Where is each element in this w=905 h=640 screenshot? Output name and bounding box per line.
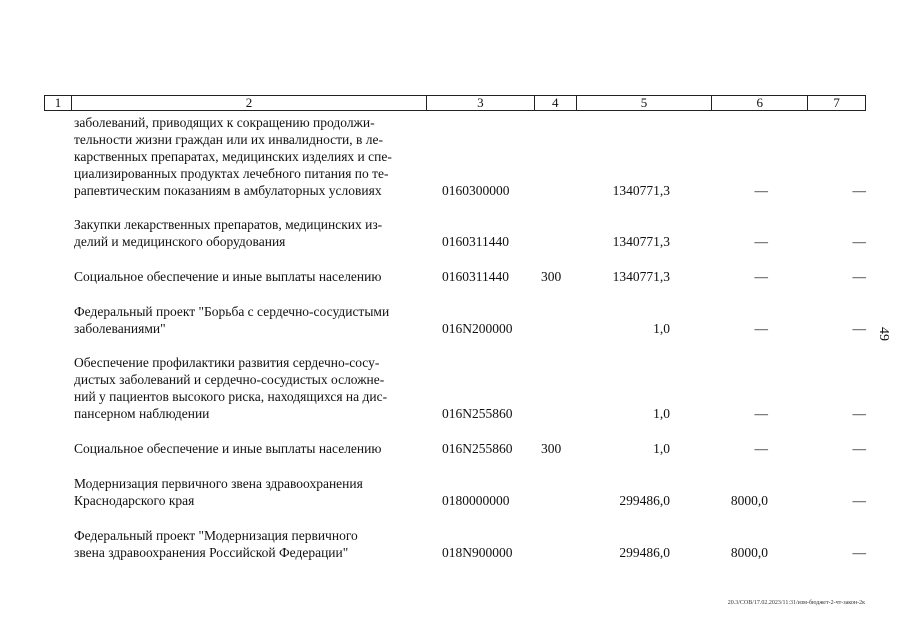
row-description: Модернизация первичного звена здравоохранения Краснодарского края xyxy=(74,476,363,508)
footer-reference: 20.3/СОВ/17.02.2023/11:31/изм-бюджет-2-чт-закон-2к xyxy=(727,600,865,606)
row-year2: — xyxy=(754,406,768,421)
row-description: заболеваний, приводящих к сокращению продолжи- тельности жизни граждан или их инвалидности, в ле- карственных препаратах, медицинских изделиях и спе- циализированных продуктах лечебного питания по те- рапевтическим показаниям в амбулаторных условиях xyxy=(74,115,392,198)
row-year3: — xyxy=(852,441,866,456)
row-code: 016N255860 xyxy=(442,441,513,456)
row-code: 0180000000 xyxy=(442,493,510,508)
row-amount: 1,0 xyxy=(653,321,670,336)
row-year2: 8000,0 xyxy=(730,545,768,560)
row-description: Социальное обеспечение и иные выплаты населению xyxy=(74,269,382,284)
row-code: 016N200000 xyxy=(442,321,513,336)
row-code: 0160311440 xyxy=(442,234,509,249)
row-expense-type: 300 xyxy=(541,441,562,456)
row-amount: 1,0 xyxy=(653,441,670,456)
row-code: 0160311440 xyxy=(442,269,509,284)
row-description: Обеспечение профилактики развития сердечно-сосу- дистых заболеваний и сердечно-сосудистых осложне- ний у пациентов высокого риска, находящихся на дис- пансерном наблюдении xyxy=(74,355,388,421)
row-amount: 299486,0 xyxy=(619,493,670,508)
row-amount: 1340771,3 xyxy=(612,183,670,198)
row-description: Федеральный проект "Модернизация первичного звена здравоохранения Российской Федерации" xyxy=(74,528,358,560)
row-year2: — xyxy=(754,321,768,336)
header-col-2: 2 xyxy=(72,96,427,110)
row-year2: — xyxy=(754,183,768,198)
row-year2: — xyxy=(754,269,768,284)
row-description: Федеральный проект "Борьба с сердечно-сосудистыми заболеваниями" xyxy=(74,304,390,336)
row-expense-type: 300 xyxy=(541,269,562,284)
row-code: 0160300000 xyxy=(442,183,510,198)
header-col-1: 1 xyxy=(45,96,72,110)
row-year3: — xyxy=(852,269,866,284)
row-amount: 1340771,3 xyxy=(612,269,670,284)
row-year3: — xyxy=(852,234,866,249)
row-description: Социальное обеспечение и иные выплаты населению xyxy=(74,441,382,456)
row-year3: — xyxy=(852,493,866,508)
row-year2: — xyxy=(754,441,768,456)
row-amount: 1340771,3 xyxy=(612,234,670,249)
page-number: 49 xyxy=(876,327,891,341)
row-year2: — xyxy=(754,234,768,249)
row-year3: — xyxy=(852,321,866,336)
row-year3: — xyxy=(852,183,866,198)
header-col-5: 5 xyxy=(577,96,713,110)
header-col-6: 6 xyxy=(712,96,808,110)
row-year3: — xyxy=(852,406,866,421)
row-year2: 8000,0 xyxy=(730,493,768,508)
row-year3: — xyxy=(852,545,866,560)
header-col-7: 7 xyxy=(833,95,840,110)
header-col-3: 3 xyxy=(427,96,535,110)
row-amount: 1,0 xyxy=(653,406,670,421)
row-code: 018N900000 xyxy=(442,545,513,560)
table-header xyxy=(44,95,866,111)
row-description: Закупки лекарственных препаратов, медицинских из- делий и медицинского оборудования xyxy=(74,217,383,249)
row-code: 016N255860 xyxy=(442,406,513,421)
row-amount: 299486,0 xyxy=(619,545,670,560)
header-col-4: 4 xyxy=(535,96,577,110)
